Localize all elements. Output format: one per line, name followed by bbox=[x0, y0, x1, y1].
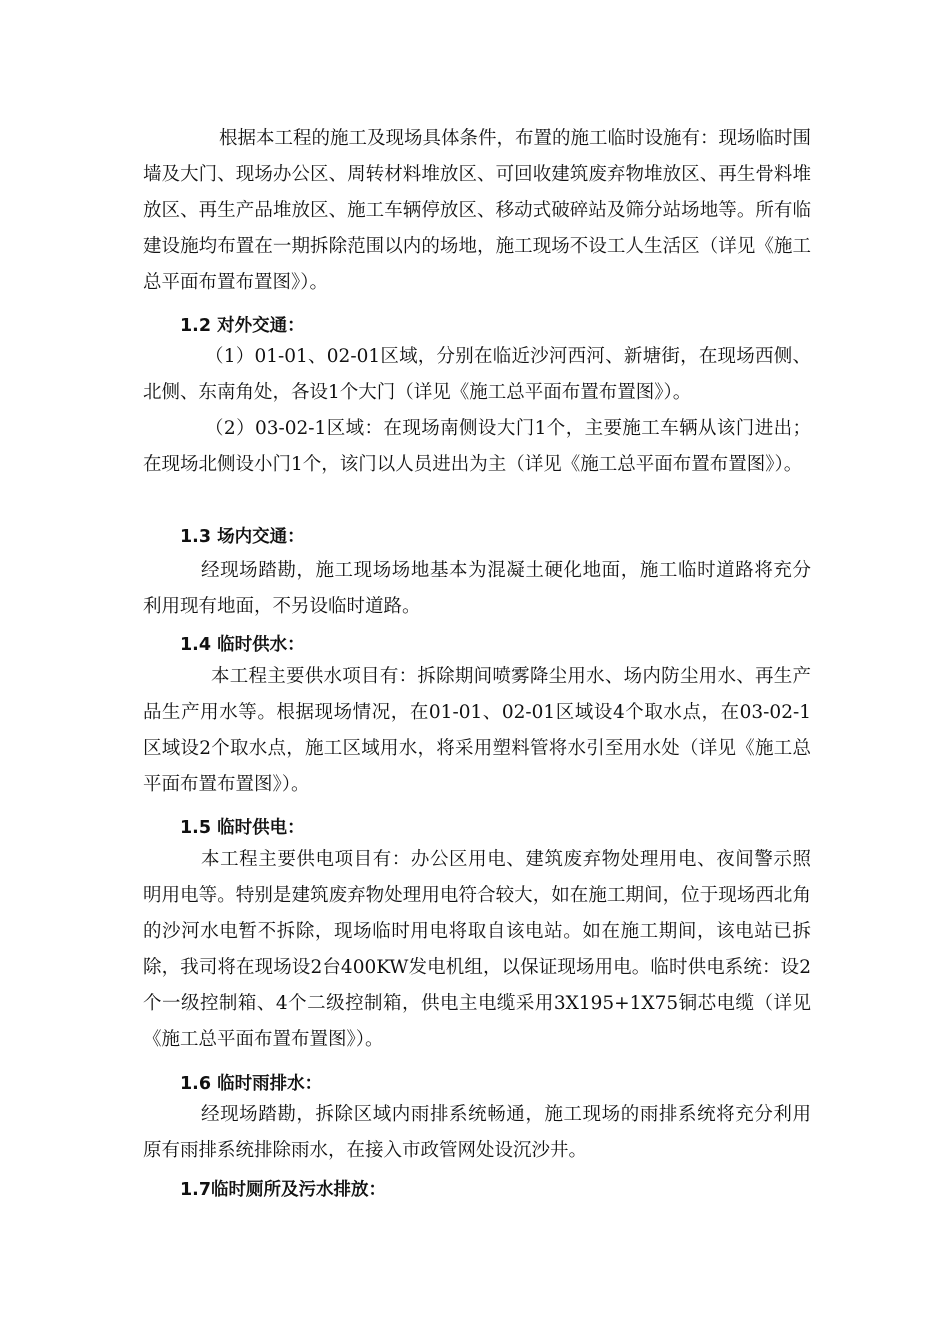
section-1-3-paragraph: 经现场踏勘，施工现场场地基本为混凝土硬化地面，施工临时道路将充分利用现有地面，不另设临时道路。 bbox=[143, 560, 811, 617]
section-heading-1-4: 1.4 临时供水： bbox=[180, 635, 305, 655]
section-heading-1-6: 1.6 临时雨排水： bbox=[180, 1074, 323, 1094]
intro-paragraph: 根据本工程的施工及现场具体条件，布置的施工临时设施有：现场临时围墙及大门、现场办公区、周转材料堆放区、可回收建筑废弃物堆放区、再生骨料堆放区、再生产品堆放区、施工车辆停放区、移动式破碎站及筛分站场地等。所有临建设施均布置在一期拆除范围以内的场地，施工现场不设工人生活区（详见《施工总平面布置布置图》）。 bbox=[143, 128, 812, 293]
section-1-2-paragraph-2: （2）03-02-1区域：在现场南侧设大门1个，主要施工车辆从该门进出；在现场北侧设小门1个，该门以人员进出为主（详见《施工总平面布置布置图》）。 bbox=[143, 418, 811, 475]
section-heading-1-7: 1.7临时厕所及污水排放： bbox=[180, 1180, 387, 1200]
section-1-4-paragraph: 本工程主要供水项目有：拆除期间喷雾降尘用水、场内防尘用水、再生产品生产用水等。根据现场情况，在01-01、02-01区域设4个取水点，在03-02-1区域设2个取水点，施工区域用水，将采用塑料管将水引至用水处（详见《施工总平面布置布置图》）。 bbox=[143, 666, 811, 795]
section-heading-1-5: 1.5 临时供电： bbox=[180, 818, 305, 838]
section-1-2-paragraph-1: （1）01-01、02-01区域，分别在临近沙河西河、新塘街，在现场西侧、北侧、东南角处，各设1个大门（详见《施工总平面布置布置图》）。 bbox=[143, 346, 811, 403]
section-1-6-paragraph: 经现场踏勘，拆除区域内雨排系统畅通，施工现场的雨排系统将充分利用原有雨排系统排除雨水，在接入市政管网处设沉沙井。 bbox=[143, 1104, 811, 1161]
section-heading-1-3: 1.3 场内交通： bbox=[180, 527, 305, 547]
section-1-5-paragraph: 本工程主要供电项目有：办公区用电、建筑废弃物处理用电、夜间警示照明用电等。特别是建筑废弃物处理用电符合较大，如在施工期间，位于现场西北角的沙河水电暂不拆除，现场临时用电将取自该电站。如在施工期间，该电站已拆除，我司将在现场设2台400KW发电机组，以保证现场用电。临时供电系统：设2个一级控制箱、4个二级控制箱，供电主电缆采用3X195+1X75铜芯电缆（详见《施工总平面布置布置图》）。 bbox=[143, 849, 811, 1050]
section-heading-1-2: 1.2 对外交通： bbox=[180, 316, 305, 336]
